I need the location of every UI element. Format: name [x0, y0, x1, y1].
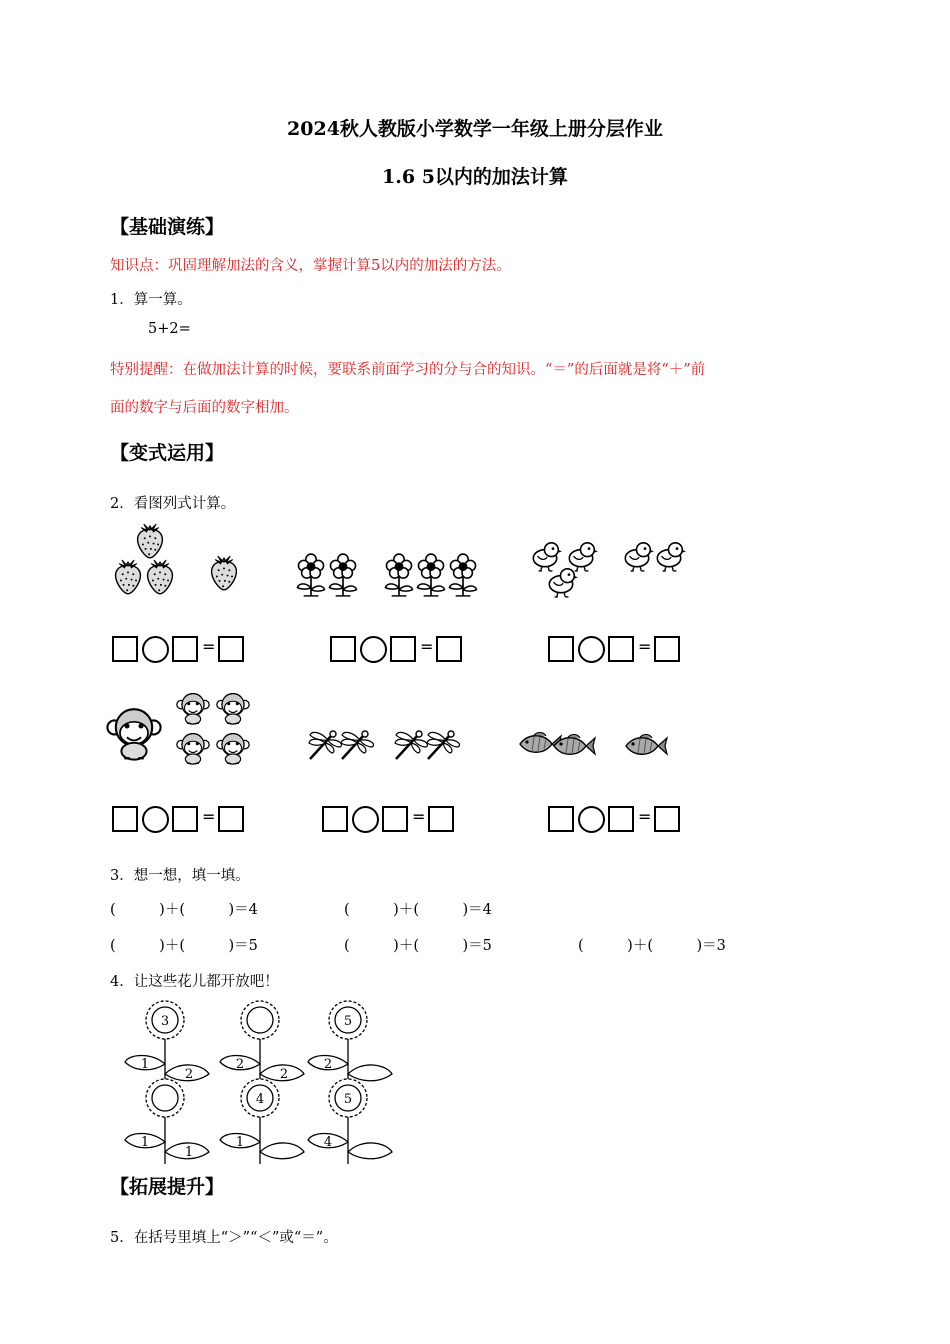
flower-top-number: 3 [160, 1014, 170, 1029]
question-4-label: 4．让这些花儿都开放吧！ [110, 974, 279, 990]
flower-right-number: 1 [184, 1145, 194, 1160]
equals-sign: = [420, 637, 434, 656]
strawberry-icon [108, 520, 268, 600]
answer-box[interactable] [428, 806, 454, 832]
flower-left-number: 1 [140, 1057, 150, 1072]
flower-right-number: 2 [184, 1067, 194, 1082]
equals-sign: = [412, 807, 426, 826]
knowledge-point: 知识点：巩固理解加法的含义，掌握计算5以内的加法的方法。 [110, 258, 511, 274]
answer-box[interactable] [654, 806, 680, 832]
operator-circle[interactable] [352, 806, 379, 833]
flower-left-number: 4 [323, 1135, 333, 1150]
fish-group [516, 724, 676, 768]
equals-sign: = [202, 637, 216, 656]
operator-circle[interactable] [578, 636, 605, 663]
answer-box[interactable] [608, 806, 634, 832]
answer-box[interactable] [172, 806, 198, 832]
answer-box[interactable] [330, 636, 356, 662]
monkey-group [106, 690, 256, 770]
flower-left-number: 2 [235, 1057, 245, 1072]
answer-box[interactable] [382, 806, 408, 832]
question-1-label: 1．算一算。 [110, 292, 192, 308]
fill-blank-2-3[interactable]: ( )＋( )＝3 [578, 938, 726, 954]
number-flower [220, 1079, 304, 1164]
operator-circle[interactable] [142, 806, 169, 833]
number-flower [308, 1079, 392, 1164]
flower-numbers-figure [110, 1000, 410, 1160]
flower-top-number: 4 [255, 1092, 265, 1107]
flower-top-number: 5 [343, 1014, 353, 1029]
answer-box[interactable] [112, 806, 138, 832]
question-3-label: 3．想一想，填一填。 [110, 868, 250, 884]
number-flower [125, 1079, 209, 1164]
number-flower [308, 1001, 392, 1086]
chick-group [528, 536, 698, 602]
monkey-icon [106, 690, 256, 770]
strawberry-group [108, 520, 268, 600]
page-subtitle: 1.6 5以内的加法计算 [382, 166, 568, 188]
chick-icon [528, 536, 698, 602]
fill-blank-1-2[interactable]: ( )＋( )＝4 [344, 902, 492, 918]
dragonfly-group [304, 724, 464, 768]
flower-icon [295, 550, 495, 602]
number-flower [125, 1001, 209, 1086]
fill-blank-2-1[interactable]: ( )＋( )＝5 [110, 938, 258, 954]
equals-sign: = [202, 807, 216, 826]
answer-box[interactable] [218, 806, 244, 832]
flower-top-number: 5 [343, 1092, 353, 1107]
tip-line-2: 面的数字与后面的数字相加。 [110, 400, 299, 416]
flower-left-number: 1 [235, 1135, 245, 1150]
section-variant: 【变式运用】 [110, 442, 225, 464]
flower-left-number: 1 [140, 1135, 150, 1150]
question-2-label: 2．看图列式计算。 [110, 496, 236, 512]
fish-icon [516, 724, 676, 768]
flower-group [295, 550, 495, 602]
question-5-label: 5．在括号里填上“＞”“＜”或“＝”。 [110, 1230, 338, 1246]
flower-left-number: 2 [323, 1057, 333, 1072]
fill-blank-1-1[interactable]: ( )＋( )＝4 [110, 902, 258, 918]
answer-box[interactable] [608, 636, 634, 662]
number-flower [220, 1001, 304, 1086]
answer-box[interactable] [654, 636, 680, 662]
equals-sign: = [638, 637, 652, 656]
answer-box[interactable] [548, 806, 574, 832]
fill-blank-2-2[interactable]: ( )＋( )＝5 [344, 938, 492, 954]
flower-right-number: 2 [279, 1067, 289, 1082]
operator-circle[interactable] [142, 636, 169, 663]
section-extend: 【拓展提升】 [110, 1176, 225, 1198]
section-basic: 【基础演练】 [110, 216, 225, 238]
question-1-expression: 5+2= [148, 321, 191, 337]
answer-box[interactable] [322, 806, 348, 832]
answer-box[interactable] [390, 636, 416, 662]
answer-box[interactable] [218, 636, 244, 662]
operator-circle[interactable] [360, 636, 387, 663]
answer-box[interactable] [548, 636, 574, 662]
page-title: 2024秋人教版小学数学一年级上册分层作业 [287, 118, 663, 140]
answer-box[interactable] [112, 636, 138, 662]
equals-sign: = [638, 807, 652, 826]
operator-circle[interactable] [578, 806, 605, 833]
dragonfly-icon [304, 724, 464, 768]
answer-box[interactable] [436, 636, 462, 662]
tip-line-1: 特别提醒：在做加法计算的时候，要联系前面学习的分与合的知识。“＝”的后面就是将“＋”前 [110, 362, 706, 378]
answer-box[interactable] [172, 636, 198, 662]
